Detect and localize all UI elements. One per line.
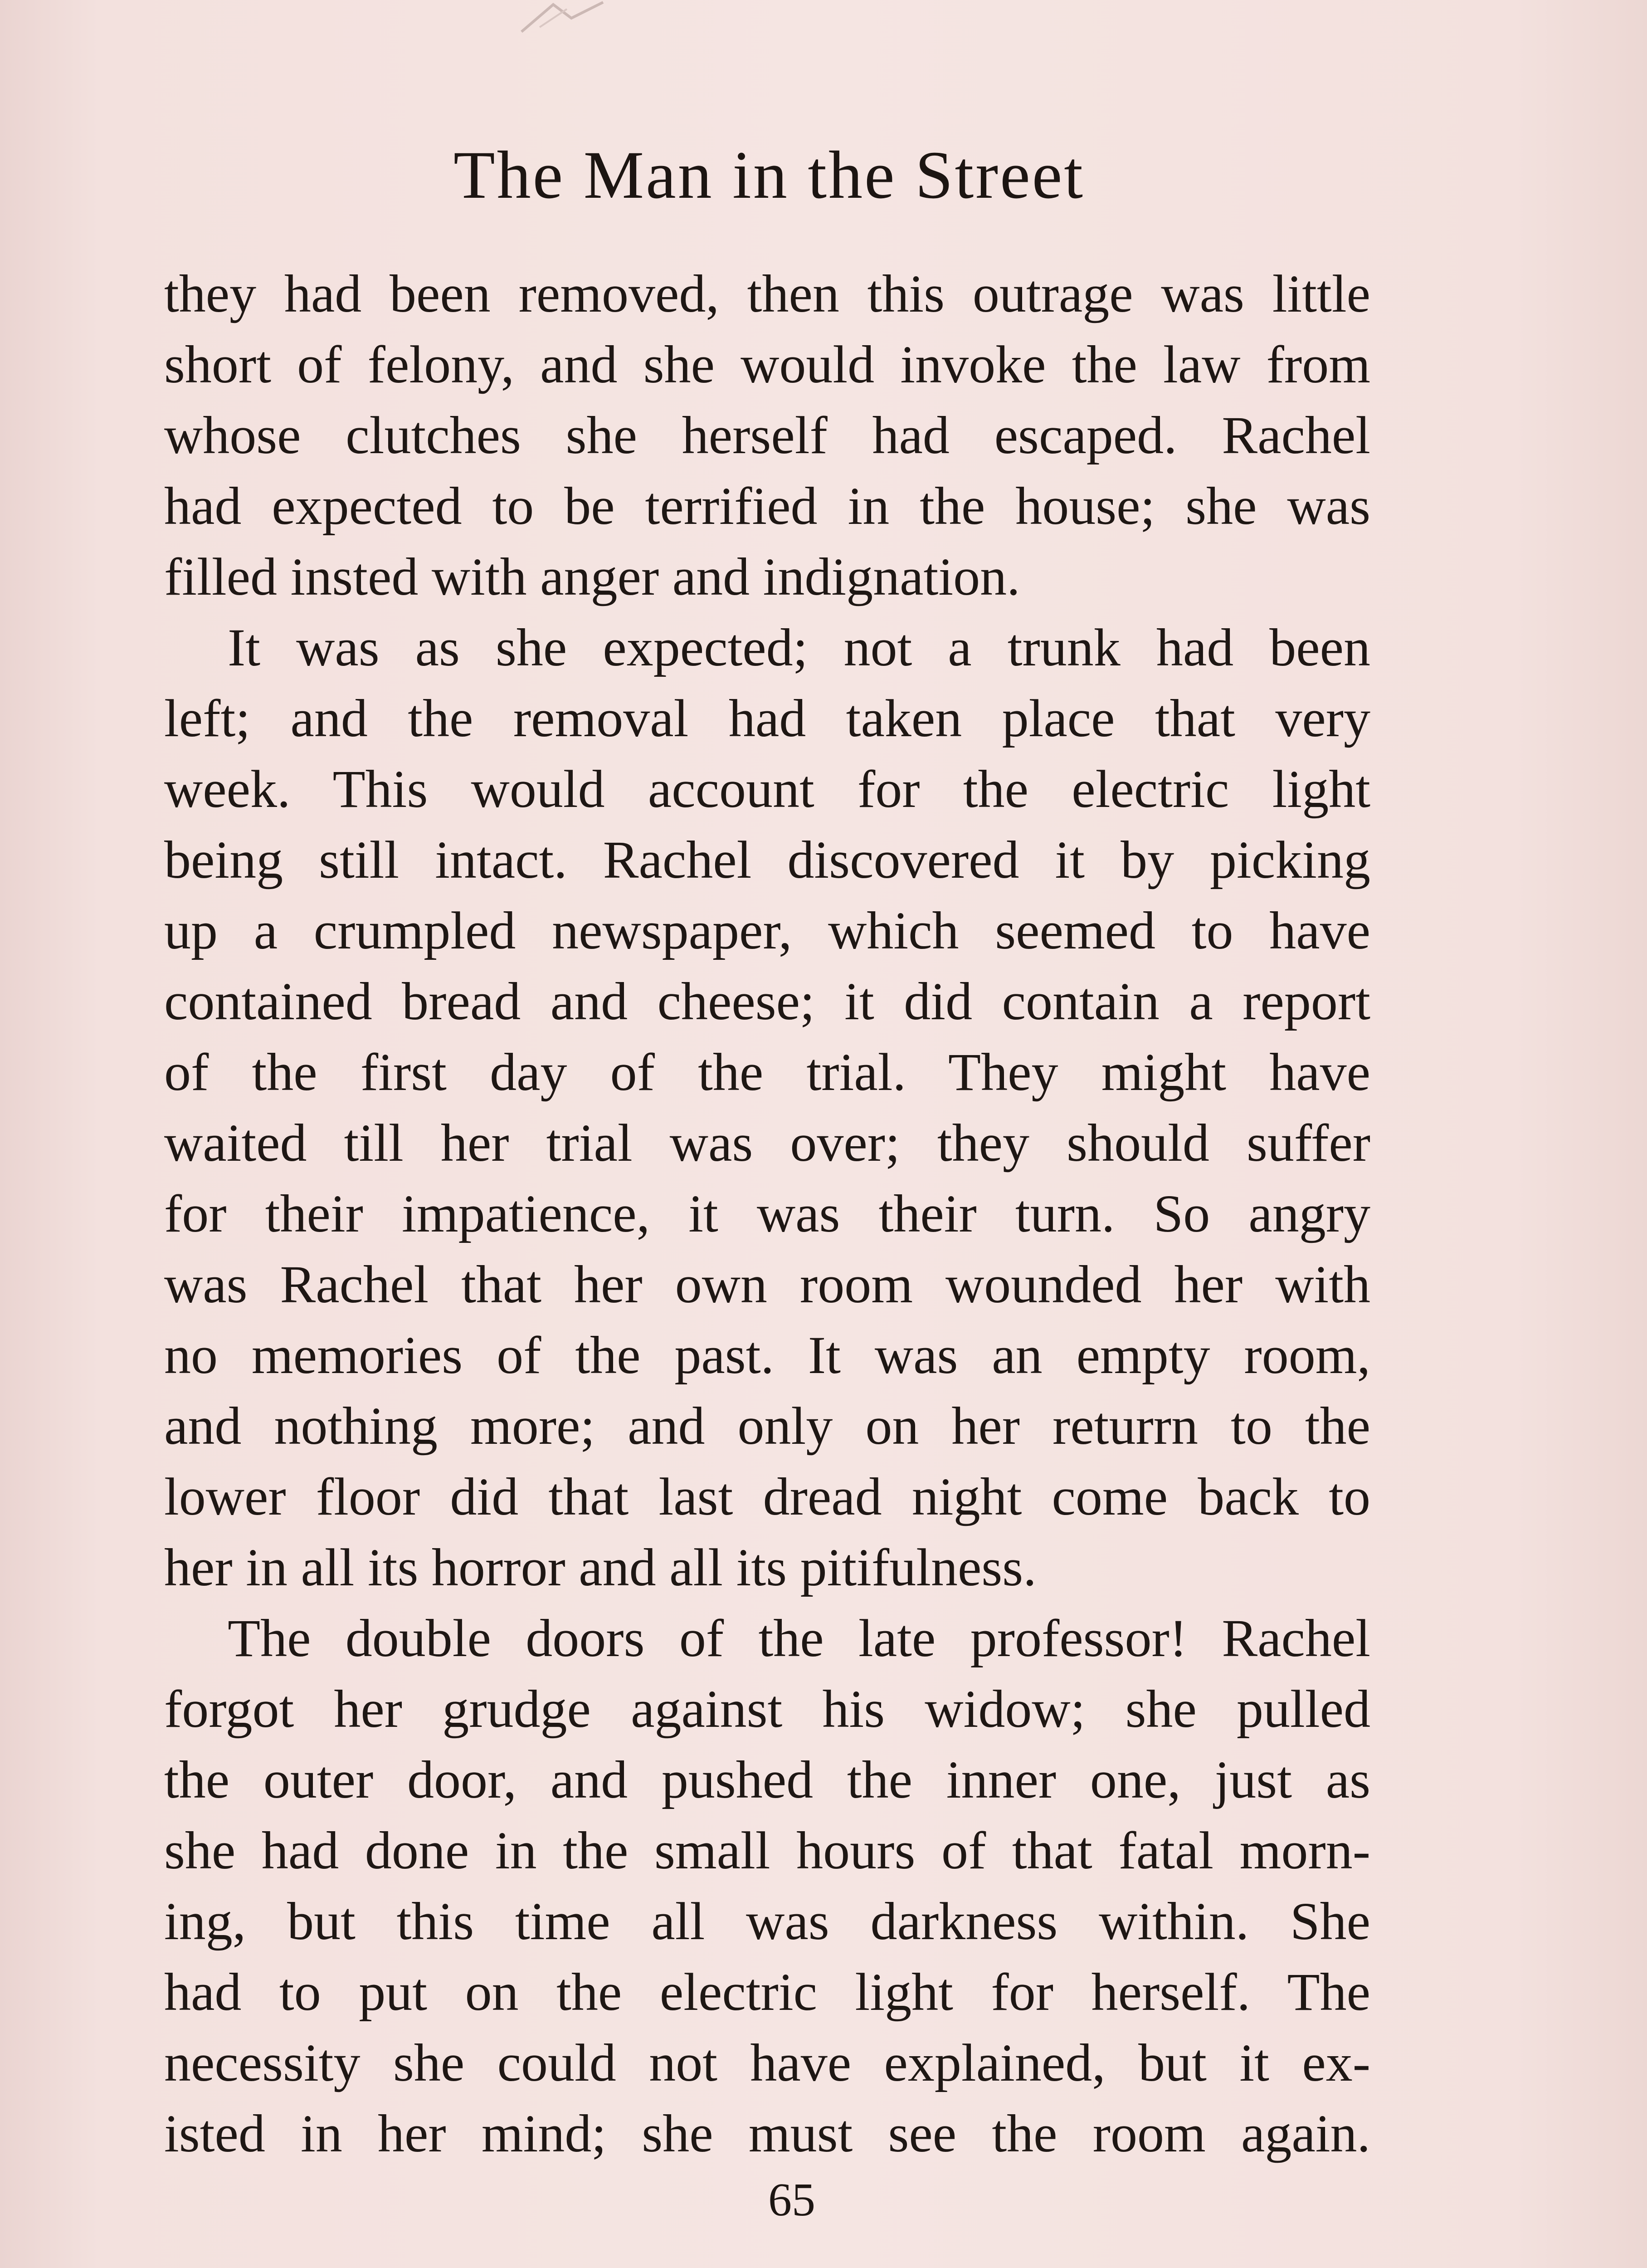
text-line: had expected to be terrified in the house; she was [164, 476, 1370, 536]
text-line: ing, but this time all was darkness within. She [164, 1892, 1370, 1951]
text-line: contained bread and cheese; it did contain a report [164, 972, 1370, 1031]
text-line: was Rachel that her own room wounded her with [164, 1255, 1370, 1314]
text-line: the outer door, and pushed the inner one, just as [164, 1750, 1370, 1809]
text-line: whose clutches she herself had escaped. Rachel [164, 406, 1370, 465]
text-line: she had done in the small hours of that fatal morn- [164, 1821, 1370, 1880]
text-line: up a crumpled newspaper, which seemed to have [164, 901, 1370, 960]
text-line: left; and the removal had taken place that very [164, 689, 1370, 748]
text-line: The double doors of the late professor! Rachel [228, 1608, 1370, 1668]
text-line: for their impatience, it was their turn. So angry [164, 1184, 1370, 1243]
text-line: had to put on the electric light for herself. The [164, 1962, 1370, 2022]
body-text [164, 259, 1370, 2169]
page-number: 65 [768, 2174, 815, 2226]
text-line: forgot her grudge against his widow; she pulled [164, 1679, 1370, 1739]
text-line: waited till her trial was over; they should suffer [164, 1113, 1370, 1173]
text-line: necessity she could not have explained, but it ex- [164, 2033, 1370, 2092]
text-line: of the first day of the trial. They might have [164, 1042, 1370, 1102]
text-line: short of felony, and she would invoke the law from [164, 335, 1370, 394]
text-line: and nothing more; and only on her returrn to the [164, 1396, 1370, 1456]
text-line: they had been removed, then this outrage was little [164, 264, 1370, 323]
text-line: her in all its horror and all its pitifulness. [164, 1538, 1037, 1597]
paper-crease-mark [512, 0, 612, 36]
text-line: no memories of the past. It was an empty room, [164, 1325, 1370, 1385]
text-line: week. This would account for the electric light [164, 759, 1370, 819]
text-line: isted in her mind; she must see the room again. [164, 2104, 1370, 2163]
text-line: filled insted with anger and indignation. [164, 547, 1020, 606]
running-head: The Man in the Street [453, 137, 1085, 213]
text-line: It was as she expected; not a trunk had been [228, 618, 1370, 677]
text-line: being still intact. Rachel discovered it by picking [164, 830, 1370, 890]
text-line: lower floor did that last dread night come back to [164, 1467, 1370, 1526]
